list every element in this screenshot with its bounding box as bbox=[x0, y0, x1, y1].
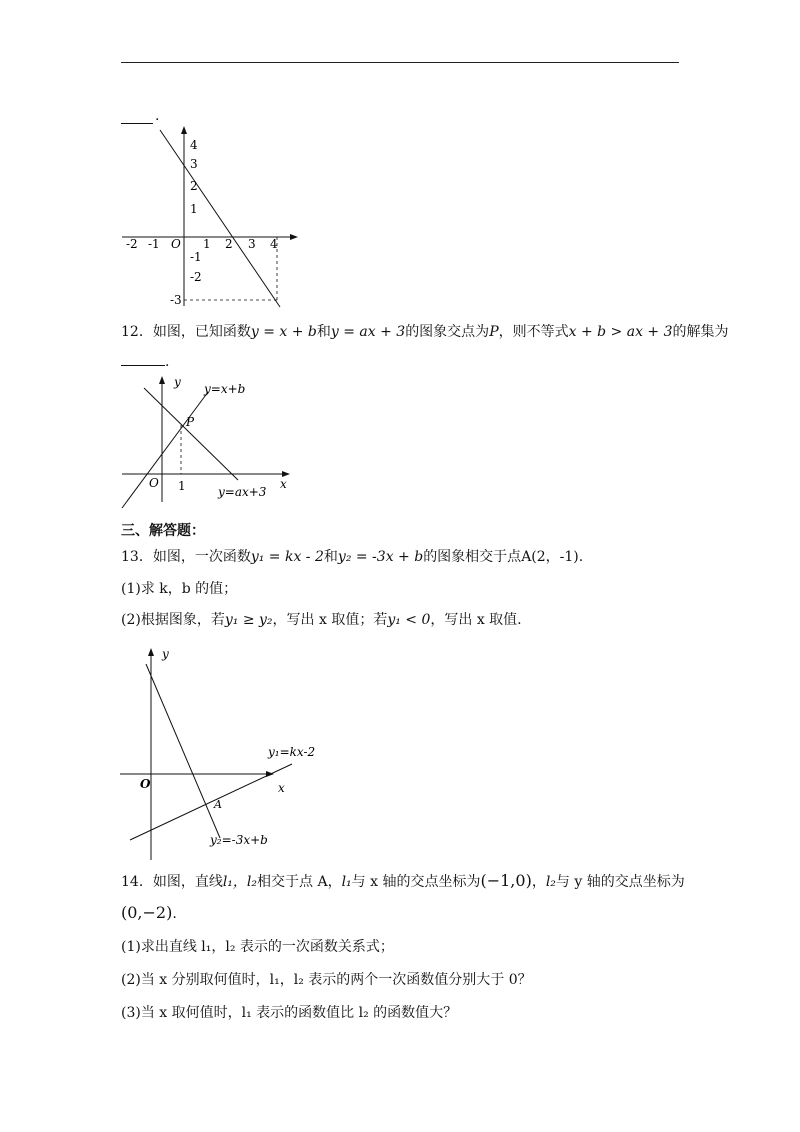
line1-label: y₁=kx-2 bbox=[268, 745, 316, 759]
q14-part2: (2)当 x 分别取何值时，l₁，l₂ 表示的两个一次函数值分别大于 0？ bbox=[121, 972, 532, 988]
x-tick-3: 3 bbox=[248, 237, 256, 251]
q13-part1: (1)求 k，b 的值； bbox=[121, 581, 238, 597]
line2-label: y₂=-3x+b bbox=[210, 833, 268, 847]
x-tick-4: 4 bbox=[270, 237, 278, 251]
section-title: 三、解答题： bbox=[121, 523, 205, 539]
q11-graph bbox=[118, 122, 303, 314]
line2-label: y=ax+3 bbox=[218, 485, 267, 499]
q13-question: 13．如图，一次函数y₁ = kx - 2和y₂ = -3x + b的图象相交于点A(2，-1). bbox=[121, 549, 584, 565]
q13-graph bbox=[118, 640, 316, 865]
point-p-label: P bbox=[186, 415, 195, 429]
y-tick-neg2: -2 bbox=[190, 270, 202, 284]
q14-question-cont: (0,−2). bbox=[121, 903, 177, 922]
x-axis-label: x bbox=[280, 477, 287, 491]
q12-answer-blank: . bbox=[121, 352, 169, 372]
y-tick-neg3: -3 bbox=[170, 293, 182, 307]
point-a-label: A bbox=[214, 798, 222, 811]
x-tick-neg2: -2 bbox=[126, 237, 138, 251]
header-rule bbox=[121, 62, 679, 63]
x-tick-2: 2 bbox=[225, 237, 233, 251]
q11-answer-blank: . bbox=[121, 108, 159, 124]
x-axis-label: x bbox=[278, 781, 285, 795]
q12-graph bbox=[118, 370, 298, 510]
q12-question: 12．如图，已知函数y = x + b和y = ax + 3的图象交点为P，则不等式x + b > ax + 3的解集为 bbox=[121, 324, 729, 340]
tick-1: 1 bbox=[178, 479, 186, 493]
y-axis-label: y bbox=[174, 375, 181, 389]
origin-label: O bbox=[140, 777, 151, 791]
q14-part1: (1)求出直线 l₁，l₂ 表示的一次函数关系式； bbox=[121, 939, 394, 955]
origin-label: O bbox=[171, 237, 181, 251]
y-tick-4: 4 bbox=[190, 138, 198, 152]
x-tick-neg1: -1 bbox=[148, 237, 160, 251]
q13-part2: (2)根据图象，若y₁ ≥ y₂，写出 x 取值；若y₁ < 0，写出 x 取值. bbox=[121, 612, 522, 628]
q14-part3: (3)当 x 取何值时，l₁ 表示的函数值比 l₂ 的函数值大？ bbox=[121, 1005, 458, 1021]
line1-label: y=x+b bbox=[204, 382, 246, 396]
y-tick-1: 1 bbox=[190, 202, 198, 216]
y-tick-neg1: -1 bbox=[190, 250, 202, 264]
origin-label: O bbox=[149, 476, 159, 490]
y-axis-label: y bbox=[162, 647, 169, 661]
y-tick-3: 3 bbox=[190, 157, 198, 171]
q14-question: 14．如图，直线l₁，l₂相交于点 A，l₁与 x 轴的交点坐标为(−1,0)，l₂与 y 轴的交点坐标为 bbox=[121, 871, 685, 890]
x-tick-1: 1 bbox=[203, 237, 211, 251]
y-tick-2: 2 bbox=[190, 179, 198, 193]
